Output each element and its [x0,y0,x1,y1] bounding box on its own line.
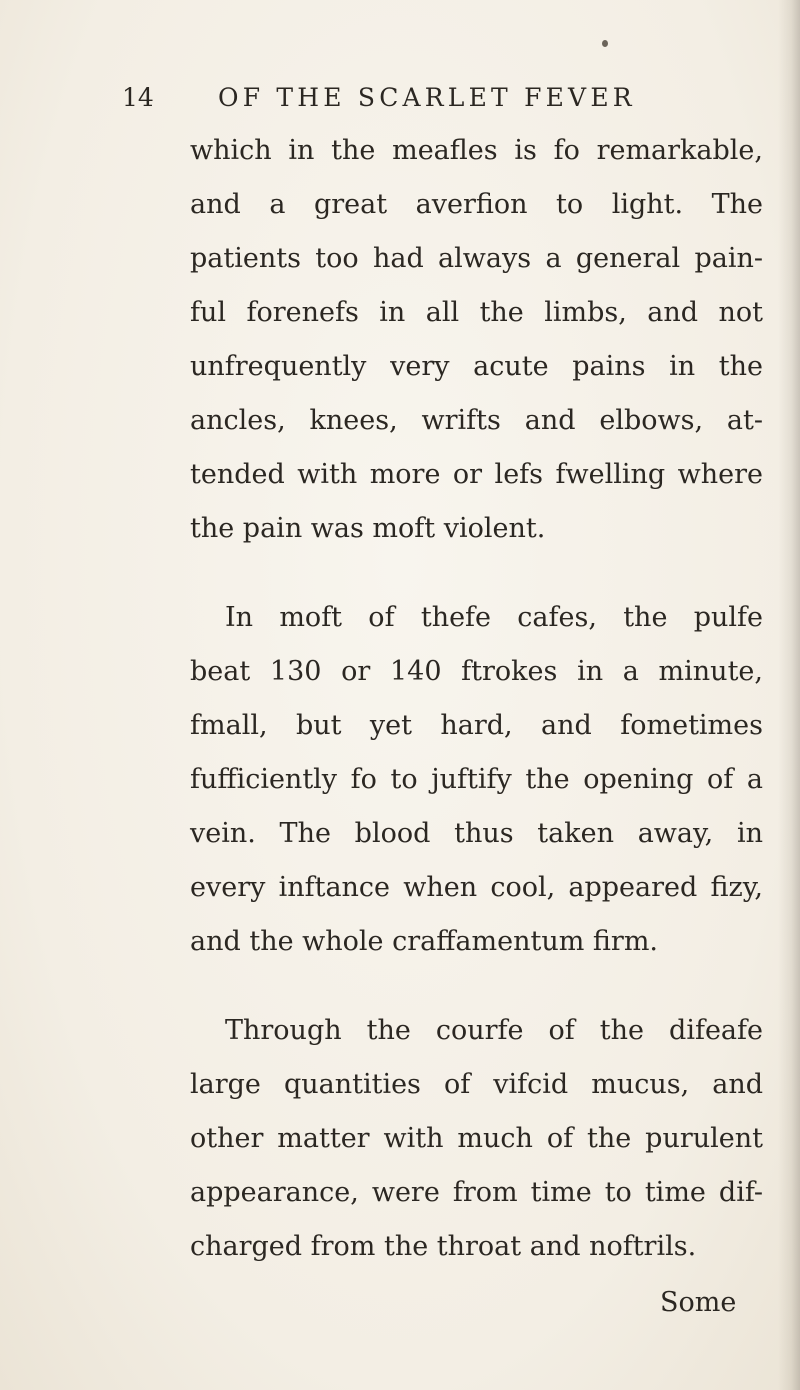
text-line: ancles, knees, wrifts and elbows, at- [190,405,763,436]
page-edge-shadow [778,0,800,1390]
text-line: which in the meafles is fo remarkable, [190,135,763,166]
running-title: OF THE SCARLET FEVER [218,83,636,112]
page-number: 14 [122,83,154,112]
text-line: and a great averfion to light. The [190,189,763,220]
text-line: patients too had always a general pain- [190,243,763,274]
text-line: Through the courfe of the difeafe [225,1015,763,1046]
ink-spot [602,40,608,47]
text-line: every inftance when cool, appeared fizy, [190,872,763,903]
text-line: In moft of thefe cafes, the pulfe [225,602,763,633]
text-line: ful forenefs in all the limbs, and not [190,297,763,328]
page-header [0,78,800,118]
text-line: beat 130 or 140 ftrokes in a minute, [190,656,763,687]
text-line: large quantities of vifcid mucus, and [190,1069,763,1100]
text-line: and the whole craffamentum firm. [190,926,659,957]
text-line: appearance, were from time to time dif- [190,1177,763,1208]
text-line: charged from the throat and noftrils. [190,1231,697,1262]
text-line: vein. The blood thus taken away, in [190,818,763,849]
text-line: fmall, but yet hard, and fometimes [190,710,763,741]
text-line: unfrequently very acute pains in the [190,351,763,382]
text-line: tended with more or lefs fwelling where [190,459,763,490]
text-line: the pain was moft violent. [190,513,546,544]
catchword: Some [660,1287,737,1318]
text-line: other matter with much of the purulent [190,1123,763,1154]
text-line: fufficiently fo to juftify the opening of a [190,764,763,795]
